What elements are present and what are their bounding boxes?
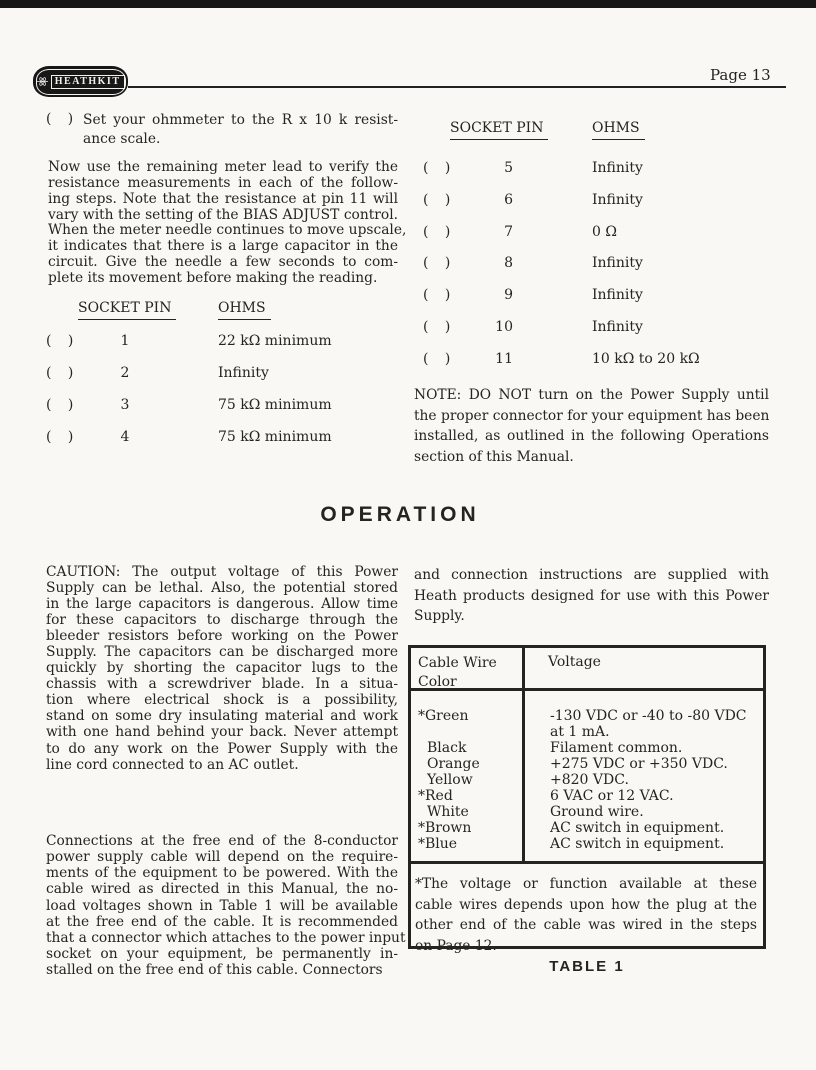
wire-color-cell: *Red <box>418 788 453 804</box>
text-line: ments of the equipment to be powered. With the <box>46 865 398 882</box>
caution-paragraph <box>46 564 398 773</box>
atom-icon <box>37 74 48 89</box>
voltage-cell: -130 VDC or -40 to -80 VDC <box>550 708 747 724</box>
text-line: ing steps. Note that the resistance at pin 11 will <box>48 190 398 207</box>
table-row <box>411 756 763 772</box>
intro-paragraph <box>48 159 407 287</box>
text-line: load voltages shown in Table 1 will be available <box>46 897 398 914</box>
checkbox-mark: ( ) <box>423 255 451 272</box>
text-line: line cord connected to an AC outlet. <box>46 756 299 773</box>
table-row <box>411 772 763 788</box>
text-line: other end of the cable was wired in the steps <box>415 917 757 934</box>
table1 <box>408 645 766 954</box>
text-line: Cable Wire <box>418 655 497 671</box>
operation-heading: OPERATION <box>320 503 480 526</box>
ohms-header-right: OHMS <box>592 120 645 140</box>
checkbox-mark: ( ) <box>46 397 74 413</box>
pin-number: 10 <box>495 318 513 335</box>
table-row <box>411 820 763 836</box>
page-edge-bar <box>0 0 816 8</box>
voltage-cell: Filament common. <box>550 740 683 756</box>
ohms-value: Infinity <box>592 160 643 176</box>
text-line: circuit. Give the needle a few seconds to com- <box>48 254 398 271</box>
text-line: When the meter needle continues to move upscale, <box>48 222 407 239</box>
text-line: stalled on the free end of this cable. Connectors <box>46 962 383 979</box>
table1-body-rule <box>411 861 763 864</box>
wire-color-cell: *Brown <box>418 820 472 836</box>
logo-frame <box>36 69 126 95</box>
pin-number: 3 <box>120 397 130 413</box>
table-row <box>423 160 775 192</box>
text-line: stand on some dry insulating material and work <box>46 708 398 725</box>
table-row <box>423 224 775 256</box>
text-line: NOTE: DO NOT turn on the Power Supply until <box>414 387 769 403</box>
socket-pin-table-left <box>46 333 398 461</box>
text-line: vary with the setting of the BIAS ADJUST control. <box>48 206 398 223</box>
socket-pin-table-right <box>423 160 775 383</box>
text-line: cable wires depends upon how the plug at the <box>415 896 757 913</box>
ohms-value: 10 kΩ to 20 kΩ <box>592 350 700 367</box>
wire-color-cell: Orange <box>427 756 480 772</box>
text-line: Now use the remaining meter lead to verify the <box>48 159 398 175</box>
text-line: bleeder resistors before working on the Power <box>46 628 398 645</box>
text-line: with one hand behind your back. Never attempt <box>46 724 398 741</box>
voltage-cell: +275 VDC or +350 VDC. <box>550 756 728 772</box>
wire-color-cell <box>411 724 550 740</box>
text-line: installed, as outlined in the following Operations <box>414 428 769 445</box>
supplied-paragraph <box>414 565 769 627</box>
text-line: Set your ohmmeter to the R x 10 k resist- <box>83 112 398 128</box>
checkbox-mark: ( ) <box>423 350 451 367</box>
pin-number: 6 <box>504 191 513 208</box>
checkbox-mark: ( ) <box>46 429 74 445</box>
ohms-value: 22 kΩ minimum <box>218 333 332 349</box>
text-line: power supply cable will depend on the require- <box>46 849 398 866</box>
text-line: *The voltage or function available at these <box>415 876 757 892</box>
text-line: for these capacitors to discharge through the <box>46 612 398 629</box>
heathkit-logo <box>33 66 128 97</box>
text-line: section of this Manual. <box>414 449 574 466</box>
text-line: CAUTION: The output voltage of this Power <box>46 564 398 580</box>
header-rule <box>128 86 786 88</box>
table-row <box>46 365 398 397</box>
text-line: to do any work on the Power Supply with the <box>46 740 398 757</box>
wire-color-cell: Yellow <box>427 772 473 788</box>
text-line: cable wired as directed in this Manual, the no- <box>46 881 398 898</box>
pin-number: 5 <box>504 160 513 176</box>
table-row <box>411 804 763 820</box>
connections-paragraph <box>46 833 406 979</box>
text-line: the proper connector for your equipment has been <box>414 407 770 424</box>
table-row <box>411 740 763 756</box>
wire-color-cell: *Green <box>418 708 469 724</box>
ohms-value: Infinity <box>592 318 643 335</box>
step-text <box>83 111 398 149</box>
text-line: tion where electrical shock is a possibility, <box>46 692 398 709</box>
voltage-cell: Ground wire. <box>550 804 644 820</box>
pin-number: 11 <box>495 350 513 367</box>
ohms-value: 0 Ω <box>592 223 617 240</box>
checkbox-mark: ( ) <box>423 318 451 335</box>
step-checkbox: ( ) <box>46 111 74 127</box>
text-line: Color <box>418 674 457 690</box>
voltage-cell: AC switch in equipment. <box>550 820 725 836</box>
wire-color-cell: Black <box>427 740 467 756</box>
table-row <box>411 788 763 804</box>
text-line: Supply. The capacitors can be discharged more <box>46 644 398 661</box>
text-line: in the large capacitors is dangerous. Allow time <box>46 596 398 613</box>
pin-number: 2 <box>120 365 130 381</box>
pin-number: 1 <box>120 333 130 349</box>
table-row <box>423 287 775 319</box>
pin-number: 7 <box>504 223 513 240</box>
table-row <box>423 319 775 351</box>
ohms-header-left: OHMS <box>218 300 271 320</box>
checkbox-mark: ( ) <box>423 160 451 176</box>
voltage-cell: +820 VDC. <box>550 772 629 788</box>
page-number: Page 13 <box>710 66 771 84</box>
socket-pin-header-left: SOCKET PIN <box>78 300 176 320</box>
text-line: that a connector which attaches to the power input <box>46 929 406 946</box>
checkbox-mark: ( ) <box>46 333 74 349</box>
table-row <box>411 836 763 852</box>
table-row <box>46 429 398 461</box>
table-row <box>411 724 763 740</box>
wire-color-cell: White <box>427 804 469 820</box>
table1-caption: TABLE 1 <box>549 958 625 975</box>
table-row <box>411 708 763 724</box>
table-row <box>46 333 398 365</box>
table-row <box>46 397 398 429</box>
text-line: it indicates that there is a large capacitor in the <box>48 238 398 255</box>
table1-header-color <box>418 654 497 692</box>
table-row <box>423 351 775 383</box>
text-line: Connections at the free end of the 8-conductor <box>46 833 398 849</box>
text-line: socket on your equipment, be permanently in- <box>46 946 398 963</box>
table-row <box>423 255 775 287</box>
voltage-cell: AC switch in equipment. <box>550 836 725 852</box>
text-line: Heath products designed for use with this Power <box>414 587 769 604</box>
text-line: and connection instructions are supplied with <box>414 567 769 583</box>
pin-number: 8 <box>504 255 513 272</box>
voltage-cell: 6 VAC or 12 VAC. <box>550 788 674 804</box>
pin-number: 9 <box>504 287 513 304</box>
note-paragraph <box>414 385 769 468</box>
pin-number: 4 <box>120 429 130 445</box>
wire-color-cell: *Blue <box>418 836 458 852</box>
ohms-value: Infinity <box>592 255 643 272</box>
text-line: chassis with a screwdriver blade. In a situa- <box>46 676 398 693</box>
ohms-value: 75 kΩ minimum <box>218 429 332 445</box>
text-line: Supply can be lethal. Also, the potential stored <box>46 580 398 597</box>
brand-text: HEATHKIT <box>51 75 125 89</box>
text-line: plete its movement before making the reading. <box>48 269 378 286</box>
checkbox-mark: ( ) <box>423 223 451 240</box>
checkbox-mark: ( ) <box>46 365 74 381</box>
table1-body <box>411 708 763 852</box>
ohms-value: 75 kΩ minimum <box>218 397 332 413</box>
ohms-value: Infinity <box>592 191 643 208</box>
socket-pin-header-right: SOCKET PIN <box>450 120 548 140</box>
table1-footnote <box>415 874 757 956</box>
text-line: resistance measurements in each of the follow- <box>48 174 398 191</box>
text-line: on Page 12. <box>415 937 497 954</box>
checkbox-mark: ( ) <box>423 287 451 304</box>
text-line: Supply. <box>414 608 465 625</box>
checkbox-mark: ( ) <box>423 191 451 208</box>
text-line: quickly by shorting the capacitor lugs to the <box>46 660 398 677</box>
text-line: at the free end of the cable. It is recommended <box>46 913 398 930</box>
ohms-value: Infinity <box>218 365 269 381</box>
voltage-cell: at 1 mA. <box>550 724 610 740</box>
ohms-value: Infinity <box>592 287 643 304</box>
table1-header-voltage: Voltage <box>548 654 601 670</box>
table-row <box>423 192 775 224</box>
text-line: ance scale. <box>83 131 161 147</box>
